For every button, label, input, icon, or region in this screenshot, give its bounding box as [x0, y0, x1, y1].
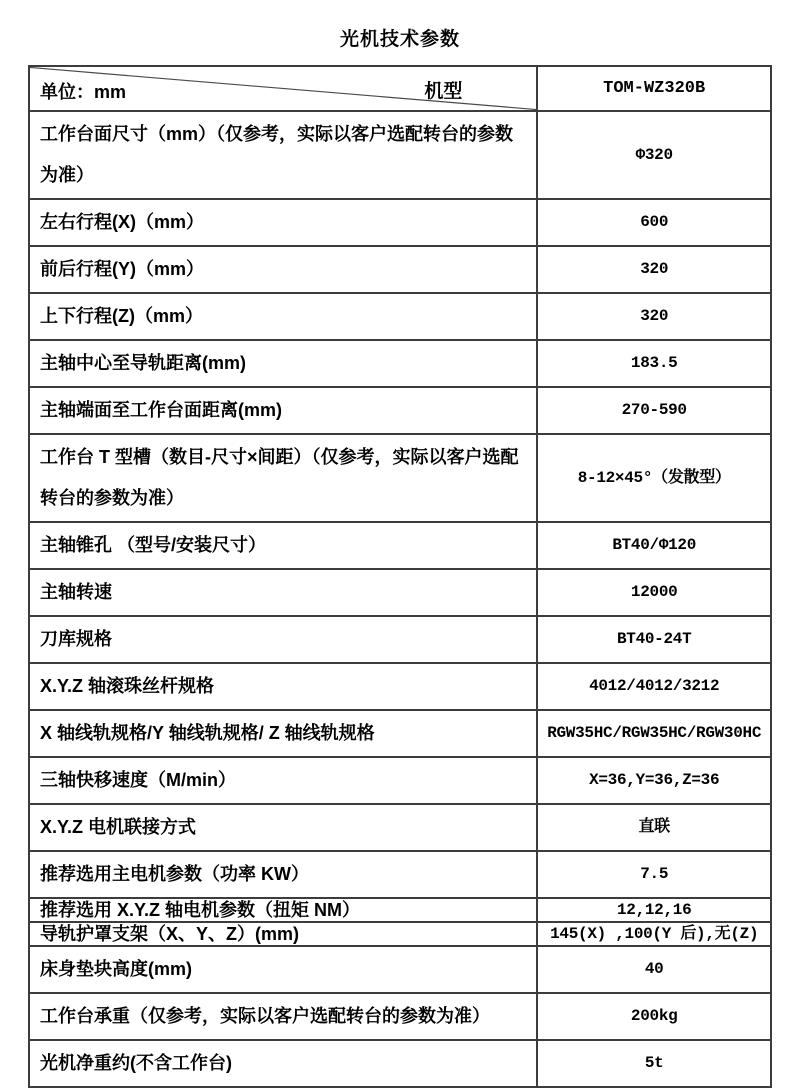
- table-row: [29, 946, 771, 993]
- row-label: 工作台承重（仅参考，实际以客户选配转台的参数为准）: [29, 993, 537, 1040]
- table-row: [29, 1040, 771, 1087]
- table-row: [29, 569, 771, 616]
- table-row: [29, 757, 771, 804]
- row-label: 主轴端面至工作台面距离(mm): [29, 387, 537, 434]
- table-row: [29, 387, 771, 434]
- table-row: [29, 922, 771, 946]
- row-label: 三轴快移速度（M/min）: [29, 757, 537, 804]
- spec-table: [28, 65, 772, 1088]
- row-label: 前后行程(Y)（mm）: [29, 246, 537, 293]
- table-row: [29, 199, 771, 246]
- row-label: 工作台 T 型槽（数目-尺寸×间距）（仅参考，实际以客户选配转台的参数为准）: [29, 434, 537, 522]
- row-value: 4012/4012/3212: [537, 663, 771, 710]
- table-header-row: [29, 66, 771, 111]
- row-value: 12000: [537, 569, 771, 616]
- table-row: [29, 851, 771, 898]
- row-value: 8-12×45°（发散型）: [537, 434, 771, 522]
- row-value: BT40-24T: [537, 616, 771, 663]
- table-row: [29, 522, 771, 569]
- row-label: 导轨护罩支架（X、Y、Z）(mm): [29, 922, 537, 946]
- table-row: [29, 993, 771, 1040]
- table-row: [29, 663, 771, 710]
- row-value: 183.5: [537, 340, 771, 387]
- row-value: 600: [537, 199, 771, 246]
- table-row: [29, 710, 771, 757]
- table-row: [29, 434, 771, 522]
- table-row: [29, 616, 771, 663]
- header-unit-label: 单位：mm: [40, 82, 127, 102]
- row-value: 200kg: [537, 993, 771, 1040]
- row-label: 主轴转速: [29, 569, 537, 616]
- row-value: 145(X) ,100(Y 后),无(Z): [537, 922, 771, 946]
- row-label: 主轴锥孔 （型号/安装尺寸）: [29, 522, 537, 569]
- row-value: 7.5: [537, 851, 771, 898]
- table-row: [29, 340, 771, 387]
- row-value: 270-590: [537, 387, 771, 434]
- row-label: 上下行程(Z)（mm）: [29, 293, 537, 340]
- spec-table-body: [29, 111, 771, 1087]
- row-value: 5t: [537, 1040, 771, 1087]
- header-model-label: 机型: [424, 81, 463, 102]
- row-value: 320: [537, 293, 771, 340]
- row-value: Φ320: [537, 111, 771, 199]
- row-label: 推荐选用 X.Y.Z 轴电机参数（扭矩 NM）: [29, 898, 537, 922]
- row-value: X=36,Y=36,Z=36: [537, 757, 771, 804]
- row-value: 320: [537, 246, 771, 293]
- row-value: 12,12,16: [537, 898, 771, 922]
- row-label: 床身垫块高度(mm): [29, 946, 537, 993]
- row-label: 左右行程(X)（mm）: [29, 199, 537, 246]
- table-row: [29, 246, 771, 293]
- header-model-value: TOM-WZ320B: [537, 66, 771, 111]
- row-value: RGW35HC/RGW35HC/RGW30HC: [537, 710, 771, 757]
- row-label: 刀库规格: [29, 616, 537, 663]
- row-label: 推荐选用主电机参数（功率 KW）: [29, 851, 537, 898]
- table-row: [29, 804, 771, 851]
- row-value: 40: [537, 946, 771, 993]
- row-value: BT40/Φ120: [537, 522, 771, 569]
- table-row: [29, 111, 771, 199]
- row-label: X.Y.Z 轴滚珠丝杆规格: [29, 663, 537, 710]
- table-row: [29, 293, 771, 340]
- table-row: [29, 898, 771, 922]
- row-label: 工作台面尺寸（mm）（仅参考，实际以客户选配转台的参数为准）: [29, 111, 537, 199]
- row-value: 直联: [537, 804, 771, 851]
- row-label: X 轴线轨规格/Y 轴线轨规格/ Z 轴线轨规格: [29, 710, 537, 757]
- row-label: X.Y.Z 电机联接方式: [29, 804, 537, 851]
- page-title: 光机技术参数: [339, 29, 460, 50]
- row-label: 光机净重约(不含工作台): [29, 1040, 537, 1087]
- header-param-cell: [29, 66, 537, 111]
- row-label: 主轴中心至导轨距离(mm): [29, 340, 537, 387]
